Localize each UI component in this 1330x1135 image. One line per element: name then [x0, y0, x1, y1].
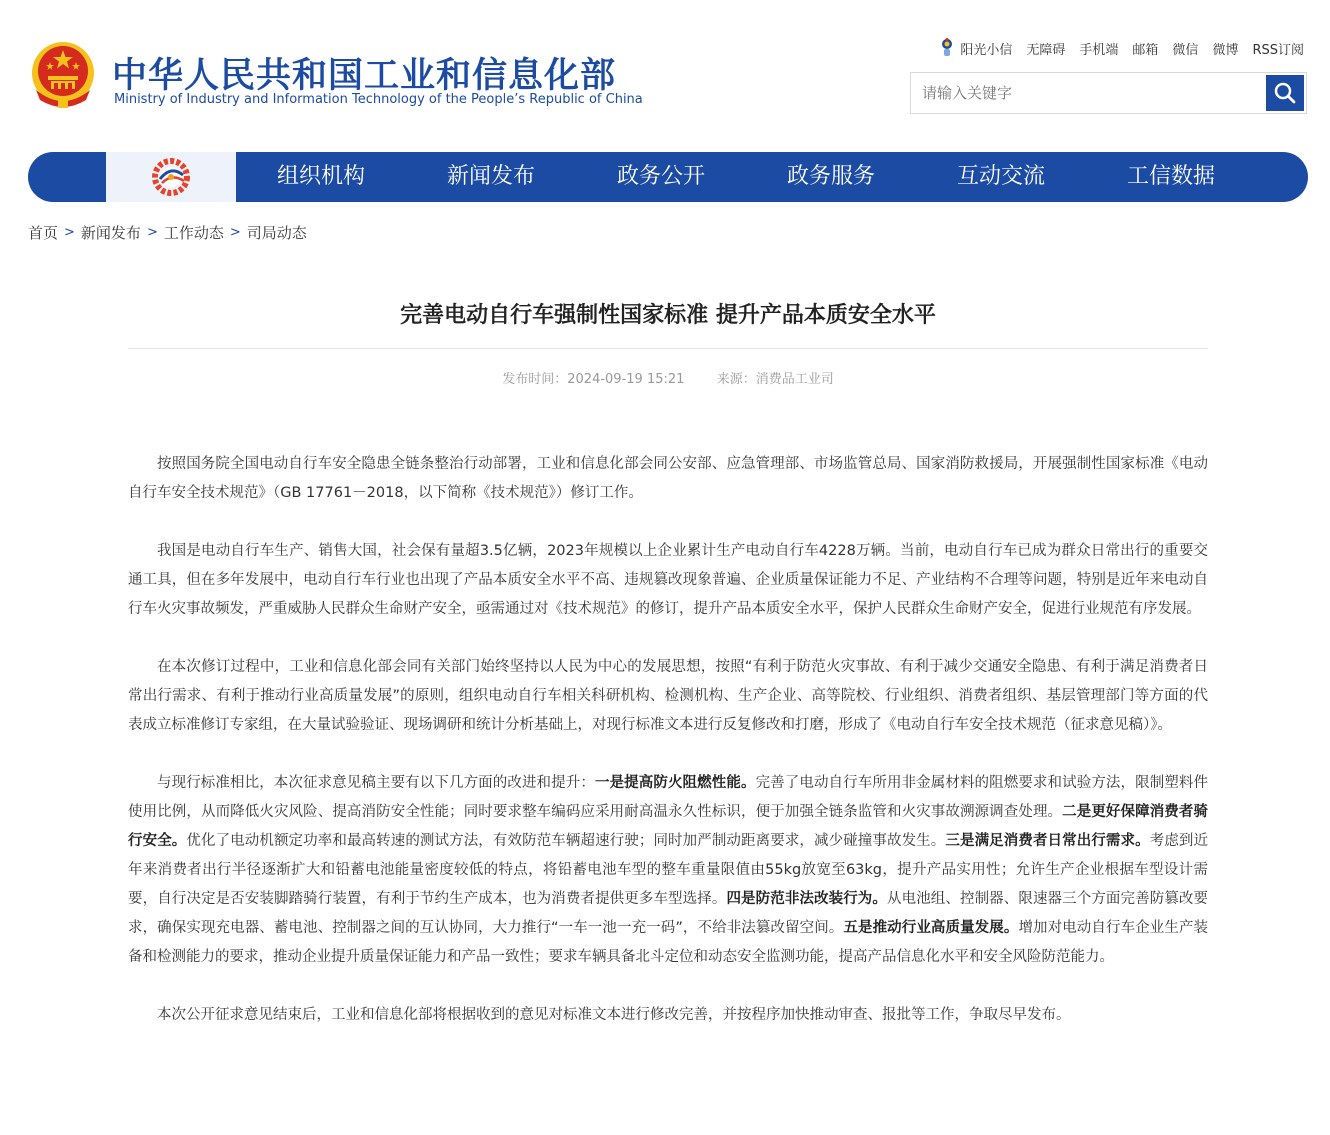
nav-item-data[interactable]: 工信数据 — [1126, 164, 1215, 189]
miit-logo-icon — [150, 157, 192, 197]
text-run: 增加对电动自行车企业生产装备和检测能力的要求，推动企业提升质量保证能力和产品一致性；要求车辆具备北斗定位和动态安全监测功能，提高产品信息化水平和安全风险防范能力。 — [128, 920, 1209, 965]
nav-item-government-affairs[interactable]: 政务公开 — [616, 164, 705, 189]
breadcrumb-home[interactable]: 首页 — [28, 224, 59, 242]
main-nav — [28, 152, 1308, 202]
publish-time: 2024-09-19 15:21 — [567, 372, 685, 387]
top-links — [938, 38, 1304, 58]
bold-point: 一是提高防火阻燃性能。 — [594, 775, 756, 791]
national-emblem-icon[interactable] — [28, 40, 98, 112]
paragraph: 我国是电动自行车生产、销售大国，社会保有量超3.5亿辆，2023年规模以上企业累计生产电动自行车4228万辆。当前，电动自行车已成为群众日常出行的重要交通工具，但在多年发展中，电动自行车行业也出现了产品本质安全水平不高、违规篡改现象普遍、企业质量保证能力不足、产业结构不合理等问题，特别是近年来电动自行车火灾事故频发，严重威胁人民群众生命财产安全，亟需通过对《技术规范》的修订，提升产品本质安全水平，保护人民群众生命财产安全，促进行业规范有序发展。 — [128, 543, 1208, 617]
breadcrumb-work-updates[interactable]: 工作动态 — [163, 224, 224, 242]
article-content — [128, 450, 1208, 1059]
bold-point: 四是防范非法改装行为。 — [726, 891, 887, 907]
toplink-rss[interactable]: RSS订阅 — [1252, 42, 1304, 58]
toplink-wechat[interactable]: 微信 — [1172, 42, 1199, 58]
paragraph: 按照国务院全国电动自行车安全隐患全链条整治行动部署，工业和信息化部会同公安部、应急管理部、市场监管总局、国家消防救援局，开展强制性国家标准《电动自行车安全技术规范》（GB 17761－2018，以下简称《技术规范》）修订工作。 — [128, 456, 1208, 501]
breadcrumb-separator: > — [146, 225, 158, 240]
article-meta — [128, 368, 1208, 387]
nav-item-interaction[interactable]: 互动交流 — [956, 164, 1045, 189]
search-button[interactable] — [1266, 75, 1304, 111]
publish-time-label: 发布时间： — [502, 372, 568, 387]
text-run: 从电池组、控制器、限速器三个方面完善防篡改要求，确保实现充电器、蓄电池、控制器之间的互认协同，大力推行“一车一池一充一码”，不给非法篡改留空间。 — [128, 891, 1209, 936]
article-title: 完善电动自行车强制性国家标准 提升产品本质安全水平 — [400, 303, 936, 328]
article-source: 消费品工业司 — [755, 372, 834, 387]
title-divider — [128, 348, 1208, 349]
paragraph: 在本次修订过程中，工业和信息化部会同有关部门始终坚持以人民为中心的发展思想，按照“有利于防范火灾事故、有利于减少交通安全隐患、有利于满足消费者日常出行需求、有利于推动行业高质量发展”的原则，组织电动自行车相关科研机构、检测机构、生产企业、高等院校、行业组织、消费者组织、基层管理部门等方面的代表成立标准修订专家组，在大量试验验证、现场调研和统计分析基础上，对现行标准文本进行反复修改和打磨，形成了《电动自行车安全技术规范（征求意见稿）》。 — [128, 659, 1208, 733]
nav-home[interactable] — [106, 152, 236, 202]
toplink-mailbox[interactable]: 邮箱 — [1132, 42, 1159, 58]
site-title-english[interactable]: Ministry of Industry and Information Technology of the People’s Republic of China — [114, 92, 643, 107]
breadcrumb-separator: > — [229, 225, 241, 240]
text-run: 完善了电动自行车所用非金属材料的阻燃要求和试验方法，限制塑料件使用比例，从而降低火灾风险、提高消防安全性能；同时要求整车编码应采用耐高温永久性标识，便于加强全链条监管和火灾事故溯源调查处理。 — [128, 775, 1209, 820]
breadcrumb-news[interactable]: 新闻发布 — [80, 224, 141, 242]
breadcrumb-separator: > — [64, 225, 75, 240]
sunshine-mascot-icon — [938, 38, 956, 58]
nav-item-organization[interactable]: 组织机构 — [276, 164, 365, 189]
nav-item-government-services[interactable]: 政务服务 — [786, 164, 875, 189]
toplink-mobile[interactable]: 手机端 — [1079, 42, 1119, 58]
text-run: 与现行标准相比，本次征求意见稿主要有以下几方面的改进和提升： — [157, 775, 595, 791]
toplink-accessibility[interactable]: 无障碍 — [1026, 42, 1066, 58]
search-icon — [1273, 81, 1297, 105]
nav-item-news[interactable]: 新闻发布 — [446, 164, 535, 189]
paragraph — [128, 769, 1208, 972]
toplink-weibo[interactable]: 微博 — [1212, 42, 1239, 58]
text-run: 优化了电动机额定功率和最高转速的测试方法，有效防范车辆超速行驶；同时加严制动距离要求，减少碰撞事故发生。 — [186, 833, 946, 849]
toplink-label: 阳光小信 — [960, 42, 1013, 58]
bold-point: 二是更好保障消费者骑行安全。 — [128, 804, 1209, 849]
breadcrumb — [28, 222, 307, 243]
toplink-sunshine[interactable] — [938, 38, 1012, 58]
bold-point: 三是满足消费者日常出行需求。 — [945, 833, 1150, 849]
source-label: 来源： — [716, 372, 756, 387]
search-box — [910, 72, 1307, 114]
site-title[interactable]: 中华人民共和国工业和信息化部 — [112, 56, 617, 96]
breadcrumb-bureau-updates[interactable]: 司局动态 — [246, 224, 307, 242]
bold-point: 五是推动行业高质量发展。 — [843, 920, 1019, 936]
search-input[interactable] — [911, 73, 1266, 113]
paragraph: 本次公开征求意见结束后，工业和信息化部将根据收到的意见对标准文本进行修改完善，并按程序加快推动审查、报批等工作，争取尽早发布。 — [157, 1007, 1071, 1023]
text-run: 考虑到近年来消费者出行半径逐渐扩大和铅蓄电池能量密度较低的特点，将铅蓄电池车型的整车重量限值由55kg放宽至63kg，提升产品实用性；允许生产企业根据车型设计需要，自行决定是否安装脚踏骑行装置，有利于节约生产成本，也为消费者提供更多车型选择。 — [128, 833, 1209, 907]
site-header — [0, 0, 1330, 140]
